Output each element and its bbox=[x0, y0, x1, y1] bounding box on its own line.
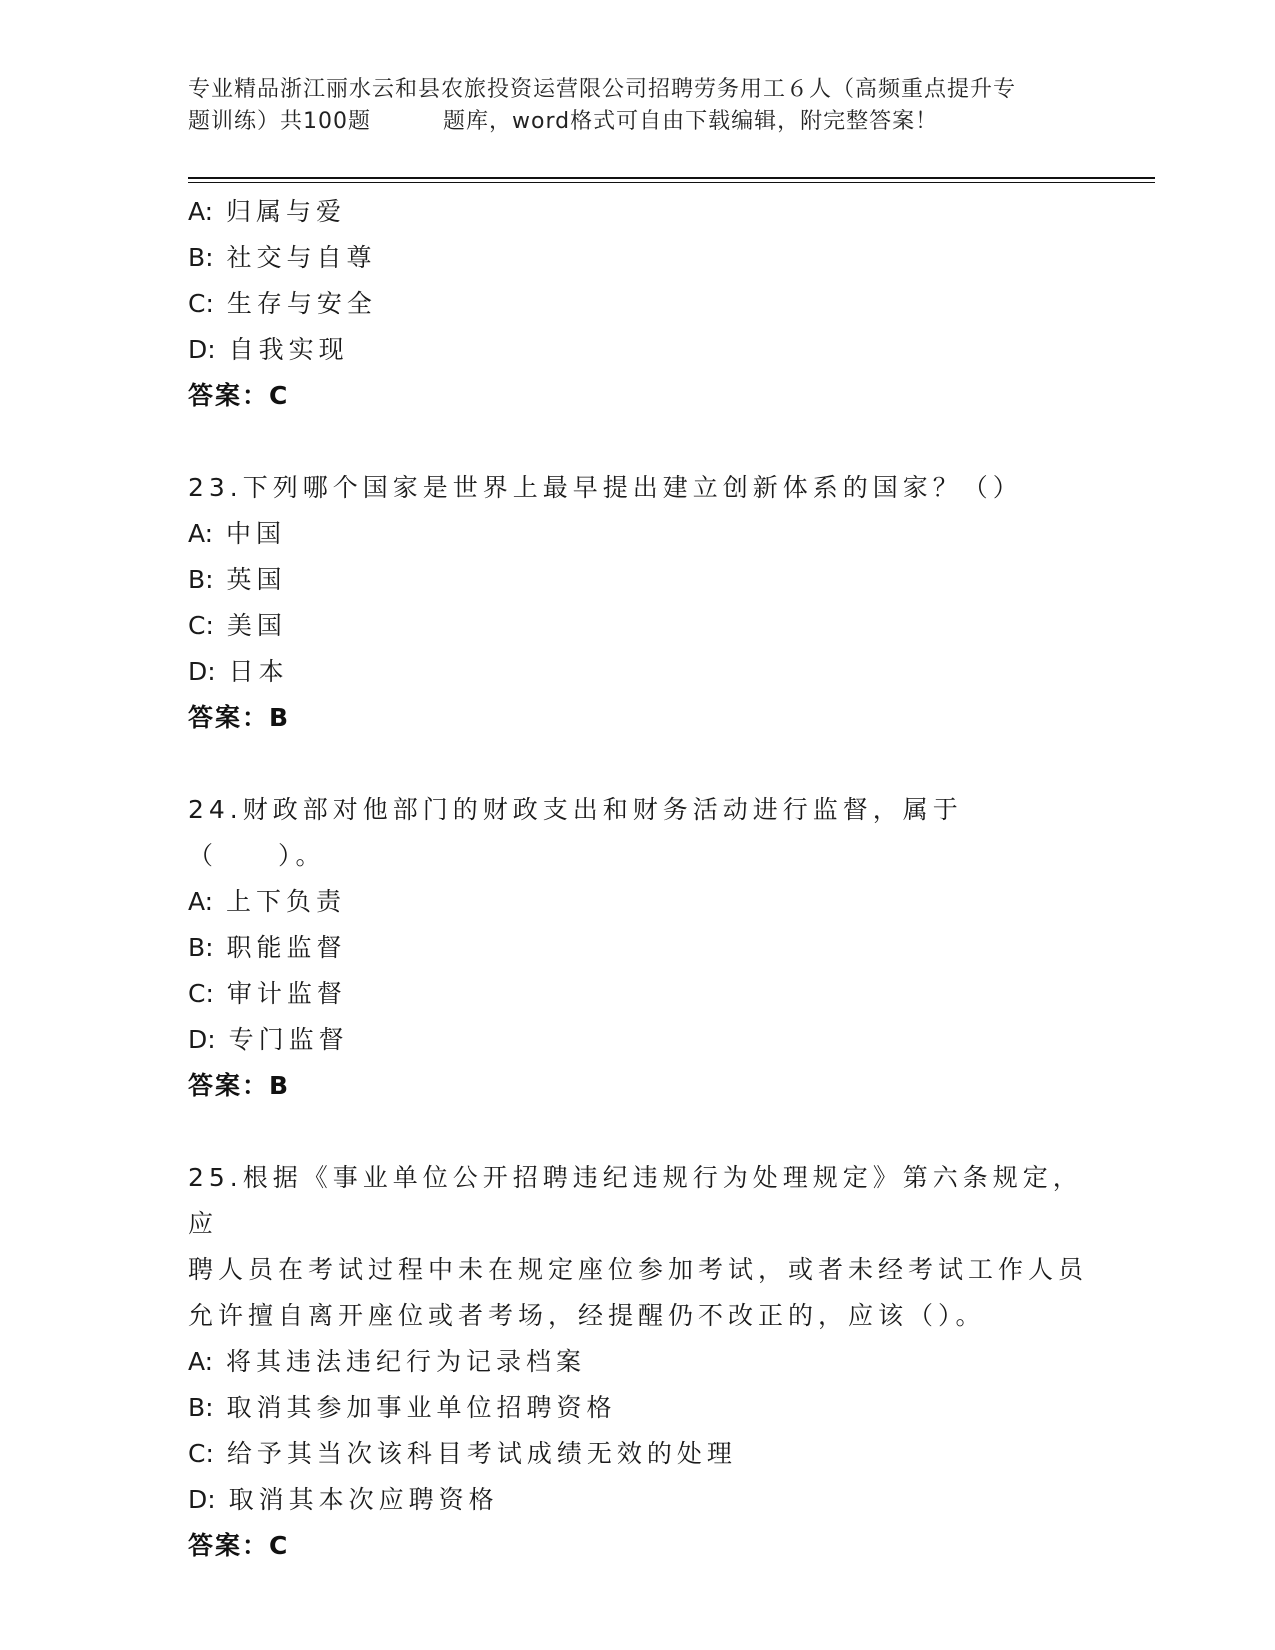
header-line-2-part-1: 题训练）共100题 bbox=[188, 109, 371, 134]
header-line-1: 专业精品浙江丽水云和县农旅投资运营限公司招聘劳务用工６人（高频重点提升专 bbox=[188, 77, 1017, 102]
document-header bbox=[188, 74, 1088, 138]
option-b: B: 取消其参加事业单位招聘资格 bbox=[188, 1393, 617, 1422]
header-divider-thick bbox=[188, 177, 1155, 179]
option-d: D: 取消其本次应聘资格 bbox=[188, 1485, 499, 1514]
question-stem-line-3: 允许擅自离开座位或者考场，经提醒仍不改正的，应该（）。 bbox=[188, 1301, 986, 1330]
option-c: C: 生存与安全 bbox=[188, 289, 377, 318]
option-c: C: 美国 bbox=[188, 611, 287, 640]
question-stem: 24.财政部对他部门的财政支出和财务活动进行监督，属于（ ）。 bbox=[188, 795, 963, 870]
question-22 bbox=[188, 189, 1088, 419]
option-d: D: 日本 bbox=[188, 657, 289, 686]
header-line-2 bbox=[188, 106, 1088, 138]
answer: 答案：B bbox=[188, 703, 291, 732]
question-25 bbox=[188, 1155, 1088, 1569]
question-stem: 23.下列哪个国家是世界上最早提出建立创新体系的国家？（） bbox=[188, 473, 1023, 502]
option-b: B: 职能监督 bbox=[188, 933, 347, 962]
question-23 bbox=[188, 465, 1088, 741]
option-a: A: 归属与爱 bbox=[188, 197, 347, 226]
answer: 答案：B bbox=[188, 1071, 291, 1100]
option-d: D: 自我实现 bbox=[188, 335, 349, 364]
option-a: A: 中国 bbox=[188, 519, 287, 548]
header-line-2-part-2: 题库，word格式可自由下载编辑，附完整答案！ bbox=[443, 109, 939, 134]
answer: 答案：C bbox=[188, 381, 290, 410]
question-stem-line-1: 25.根据《事业单位公开招聘违纪违规行为处理规定》第六条规定，应 bbox=[188, 1163, 1083, 1238]
answer: 答案：C bbox=[188, 1531, 290, 1560]
option-c: C: 给予其当次该科目考试成绩无效的处理 bbox=[188, 1439, 737, 1468]
option-a: A: 将其违法违纪行为记录档案 bbox=[188, 1347, 587, 1376]
question-list bbox=[188, 189, 1088, 1569]
question-stem-line-2: 聘人员在考试过程中未在规定座位参加考试，或者未经考试工作人员 bbox=[188, 1255, 1089, 1284]
option-d: D: 专门监督 bbox=[188, 1025, 349, 1054]
option-b: B: 社交与自尊 bbox=[188, 243, 377, 272]
question-24 bbox=[188, 787, 1088, 1109]
option-a: A: 上下负责 bbox=[188, 887, 347, 916]
header-divider-thin bbox=[188, 182, 1155, 183]
option-b: B: 英国 bbox=[188, 565, 287, 594]
option-c: C: 审计监督 bbox=[188, 979, 347, 1008]
